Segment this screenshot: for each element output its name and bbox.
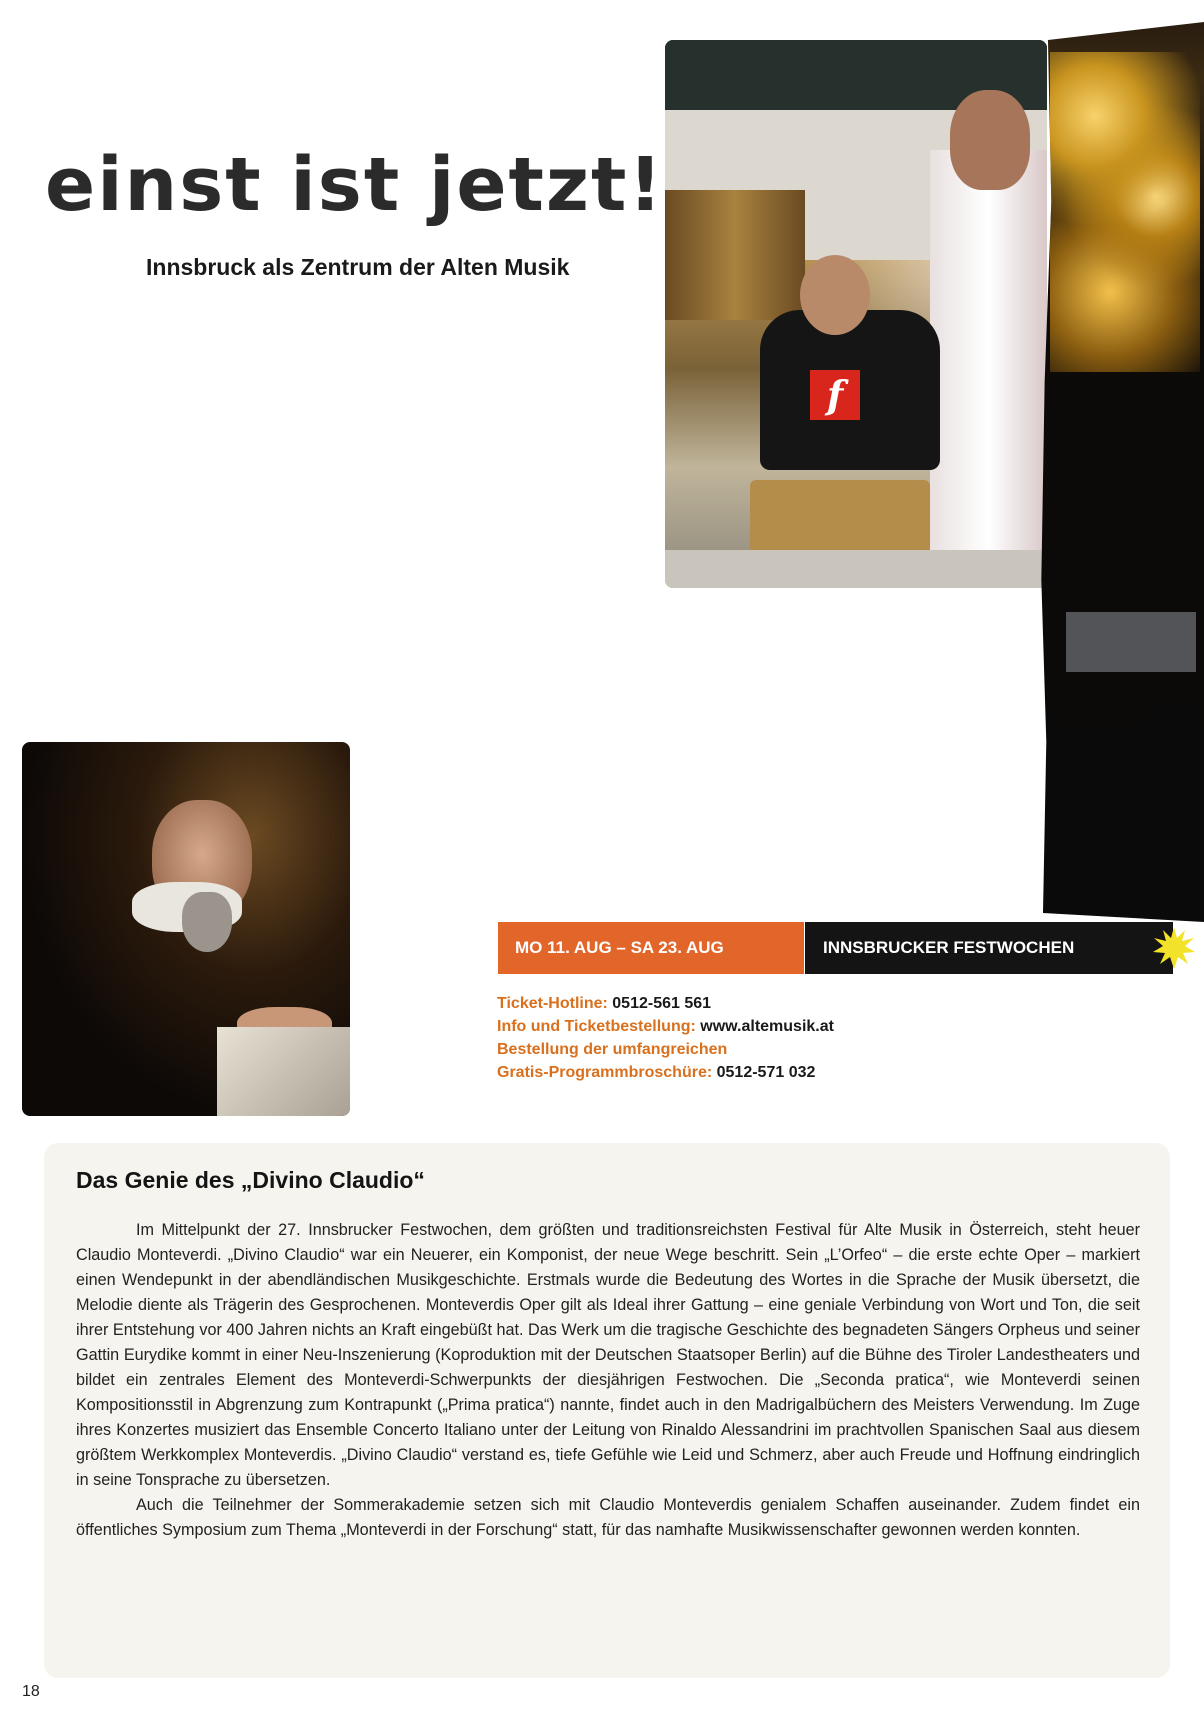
standing-musician-head (950, 90, 1030, 190)
contact-label: Bestellung der umfangreichen (497, 1041, 728, 1058)
article-paragraph: Im Mittelpunkt der 27. Innsbrucker Festwochen, dem größten und traditionsreichsten Festival für Alte Musik in Österreich, steht heuer Claudio Monteverdi. „Divino Claudio“ war ein Neuerer, ein Komponist, der neue Wege beschritt. Sein „L’Orfeo“ – die erste echte Oper – markiert einen Wendepunkt in der abendländischen Musikgeschichte. Erstmals wurde die Bedeutung des Wortes in die Sprache der Musik übersetzt, die Melodie diente als Trägerin des Gesprochenen. Monteverdis Oper gilt als Ideal ihrer Gattung – eine geniale Verbindung von Wort und Ton, die seit ihrer Entstehung vor 400 Jahren nichts an Kraft eingebüßt hat. Das Werk um die tragische Geschichte des begnadeten Sängers Orpheus und seiner Gattin Eurydike kommt in einer Neu-Inszenierung (Koproduktion mit der Deutschen Staatsoper Berlin) auf die Bühne des Tiroler Landestheaters und bildet ein zentrales Element des Monteverdi-Schwerpunkts der diesjährigen Festwochen. Die „Seconda pratica“, wie Monteverdi seinen Kompositionsstil in Abgrenzung zum Kontrapunkt („Prima pratica“) nannte, findet auch in den Madrigalbüchern des Meisters Verwendung. Im Zuge ihres Konzertes musiziert das Ensemble Concerto Italiano unter der Leitung von Rinaldo Alessandrini im prachtvollen Spanischen Saal aus diesem größtem Werkkomplex Monteverdis. „Divino Claudio“ verstand es, tiefe Gefühle wie Leid und Schmerz, aber auch Freude und Hoffnung eindringlich in seine Tonsprache zu übersetzen. (76, 1221, 1140, 1489)
wall-panel (1066, 612, 1196, 672)
tshirt-logo: f (810, 370, 860, 420)
contact-value: 0512-561 561 (612, 995, 712, 1012)
table (665, 550, 1047, 588)
contact-label: Ticket-Hotline: (497, 995, 608, 1012)
contact-value: 0512-571 032 (716, 1064, 816, 1081)
article-paragraph: Auch die Teilnehmer der Sommerakademie setzen sich mit Claudio Monteverdis genialem Schaffen auseinander. Zudem findet ein öffentliches Symposium zum Thema „Monteverdi in der Forschung“ statt, für das namhafte Musikwissenschafter gewonnen werden konnten. (76, 1496, 1140, 1539)
monteverdi-portrait (22, 742, 350, 1116)
contact-row-brochure (497, 1061, 834, 1084)
organ-pipes (665, 190, 805, 320)
chandelier (1050, 52, 1200, 372)
contact-link[interactable]: www.altemusik.at (700, 1018, 834, 1035)
seated-musician-head (800, 255, 870, 335)
subheadline: Innsbruck als Zentrum der Alten Musik (146, 254, 570, 280)
page-number: 18 (22, 1683, 40, 1700)
drum (750, 480, 930, 560)
article-box (44, 1143, 1170, 1678)
contact-row-order (497, 1038, 834, 1061)
musicians-photo (665, 40, 1047, 588)
contact-label: Info und Ticketbestellung: (497, 1018, 696, 1035)
article-title: Das Genie des „Divino Claudio“ (76, 1167, 425, 1193)
festival-dates: MO 11. AUG – SA 23. AUG (498, 922, 804, 974)
headline: einst ist jetzt! (45, 142, 665, 228)
portrait-beard (182, 892, 232, 952)
festival-name: INNSBRUCKER FESTWOCHEN (805, 922, 1173, 974)
contact-row-hotline (497, 992, 834, 1015)
standing-musician (930, 150, 1047, 588)
contact-label: Gratis-Programmbroschüre: (497, 1064, 713, 1081)
contact-info (497, 992, 834, 1084)
chandelier-photo (1038, 22, 1204, 922)
star-burst-icon (1152, 926, 1196, 970)
portrait-book (217, 1027, 350, 1116)
contact-row-info (497, 1015, 834, 1038)
